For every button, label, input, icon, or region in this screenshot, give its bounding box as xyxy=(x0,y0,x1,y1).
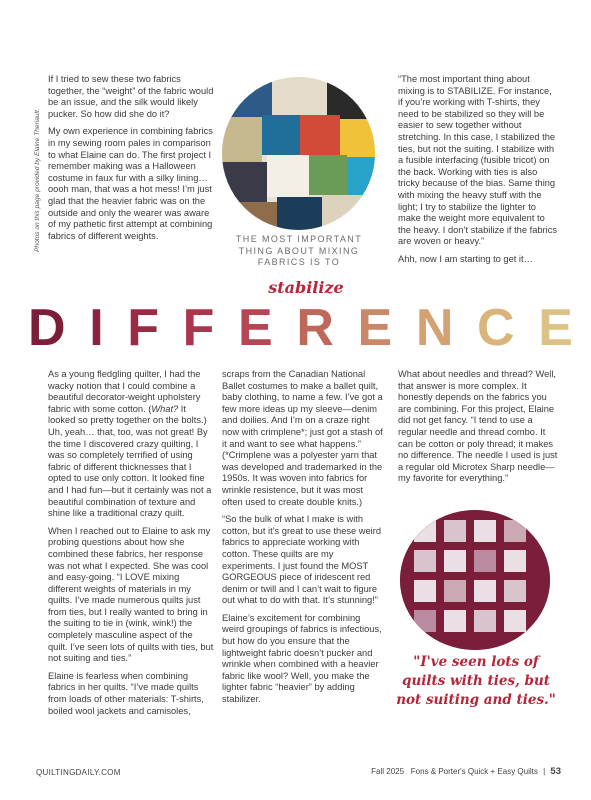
body-column-1 xyxy=(48,369,214,723)
pull-quote-top xyxy=(230,234,368,269)
headline-letter: N xyxy=(415,299,454,357)
col1-paragraph-1 xyxy=(48,369,214,520)
headline-letter: R xyxy=(296,299,334,357)
headline-letter: I xyxy=(89,299,104,357)
headline-letter: F xyxy=(127,299,160,357)
top-right-column xyxy=(398,74,558,272)
footer-site-link[interactable]: QUILTINGDAILY.COM xyxy=(36,768,121,777)
headline-letter: E xyxy=(238,299,273,357)
headline-letter: C xyxy=(477,299,515,357)
top-right-paragraph-1: “The most important thing about mixing is to STABILIZE. For instance, if you’re working with T-shirts, they need to be stabilized so they will be easier to sew together without stretching. In this case, I stabilized the ties, but not the suiting. I stabilize with a fusible interfacing (fusible tricot) on the back. Working with ties is also tricky because of the bias. Same thing with mixing the heavy stuff with the light; I try to stabilize the lighter to make the weight more equivalent to the heavy. I don’t stabilize if the fabrics are woven or heavy.” xyxy=(398,74,557,247)
col1-p1-emphasis: What? xyxy=(151,403,179,414)
pull-quote-top-line-1: THE MOST IMPORTANT xyxy=(235,234,363,244)
pull-quote-top-line-2: THING ABOUT MIXING xyxy=(238,245,360,256)
col2-paragraph-2: “So the bulk of what I make is with cotton, but it’s great to use these weird fabrics to appreciate working with cotton. These quilts are my experiments. I just found the MOST GORGEOUS piece of iridescent red denim or twill and I can’t wait to figure out what to do with that. It’s stunning!” xyxy=(222,514,382,606)
body-column-2 xyxy=(222,369,384,712)
col1-paragraph-3: Elaine is fearless when combining fabrics in her quilts. “I’ve made quilts from loads of other materials: T-shirts, boiled wool jackets and camisoles, xyxy=(48,670,204,716)
photo-credit-text: Photos on this page provided by Elaine Theriault. xyxy=(34,108,41,252)
pull-quote-accent-word: stabilize xyxy=(268,278,344,297)
page-footer xyxy=(36,766,561,780)
body-column-3 xyxy=(398,369,558,491)
headline-letter: E xyxy=(357,299,393,357)
photo-credit xyxy=(24,72,41,252)
headline xyxy=(28,298,573,358)
top-left-column xyxy=(48,74,214,248)
pull-quote-bottom-line-3: not suiting and ties." xyxy=(396,692,556,708)
col3-paragraph-1: What about needles and thread? Well, that answer is more complex. It honestly depends on the fabrics you are combining. For this project, Elaine did not get fancy. “I tend to use a regular needle and thread combo. It can be cotton or poly thread; it makes no difference. The needle I used is just a regular old Microtex Sharp needle—my favorite for everything.” xyxy=(398,369,558,484)
tie-quilt-pattern xyxy=(400,510,550,650)
tie-quilt-photo xyxy=(400,510,550,650)
col1-p1-part-a: As a young fledgling quilter, I had the wacky notion that I could combine a beautiful decorator-weight upholstery fabric with some cotton. ( xyxy=(48,369,201,414)
pull-quote-bottom-line-2: quilts with ties, but xyxy=(402,673,550,689)
col2-paragraph-1: scraps from the Canadian National Ballet costumes to make a ballet quilt, baby clothing, to name a few. I’ve got a few more ideas up my sleeve—denim and doilies. And I’m on a craze right now with crimplene*; just got a stash of it and want to see what happens.” (*Crimplene was a polyester yarn that was developed and trademarked in the 1950s. It was woven into fabrics for wrinkle resistence, but it was most often used to create double knits.) xyxy=(222,369,383,507)
tshirt-quilt-photo xyxy=(222,77,375,230)
page-number: 53 xyxy=(550,766,561,777)
pull-quote-bottom-line-1: "I've seen lots of xyxy=(413,654,539,670)
headline-letter: D xyxy=(28,299,66,357)
top-left-paragraph-2: My own experience in combining fabrics in my sewing room pales in comparison to what Elaine can do. The first project I remember making was a Halloween costume in faux fur with a silky lining… oooh man, that was a hot mess! I’m just glad that the heavier fabric was on the outside and only the wearer was aware of my pathetic first attempt at combining fabrics of different weights. xyxy=(48,126,213,241)
headline-letter: E xyxy=(538,299,573,357)
col1-p1-part-c: It looked so pretty together on the bolts.) Uh, yeah… that, too, was not great! By the time I discovered crazy quilting, I was so completely terrified of using fabric of different thicknesses that I opted to use only cotton. It looked fine and I had fun—but it certainly was not a beautiful combination of texture and shine like a traditional crazy quilt. xyxy=(48,403,212,519)
pull-quote-bottom xyxy=(392,653,560,710)
top-right-paragraph-2: Ahh, now I am starting to get it… xyxy=(398,253,533,264)
footer-separator: | xyxy=(543,767,546,776)
col2-paragraph-3: Elaine’s excitement for combining weird groupings of fabrics is infectious, but how do you ensure that the lightweight fabric doesn’t pucker and wrinkle when combined with a heavier fabric like wool? Well, you make the lighter fabric “heavier” by adding stabilizer. xyxy=(222,612,382,705)
pull-quote-top-line-3: FABRICS IS TO xyxy=(257,257,341,267)
footer-issue-info xyxy=(371,766,561,777)
footer-magazine: Fons & Porter's Quick + Easy Quilts xyxy=(410,767,538,776)
top-left-paragraph-1: If I tried to sew these two fabrics together, the “weight” of the fabric would be an issue, and the silk would likely pucker. So how did she do it? xyxy=(48,74,214,119)
footer-issue: Fall 2025 xyxy=(371,767,405,776)
headline-letter: F xyxy=(182,299,215,357)
col1-paragraph-2: When I reached out to Elaine to ask my probing questions about how she combined these fabrics, her response was not what I expected. She was cool and easy-going. “I LOVE mixing different weights of materials in my quilts. I’ve made numerous quilts just from ties, but I really wanted to bring in the suiting to tie in (wink, wink!) the completely masculine aspect of the quilt. I’ve seen lots of quilts with ties, but not suiting and ties.” xyxy=(48,525,214,664)
